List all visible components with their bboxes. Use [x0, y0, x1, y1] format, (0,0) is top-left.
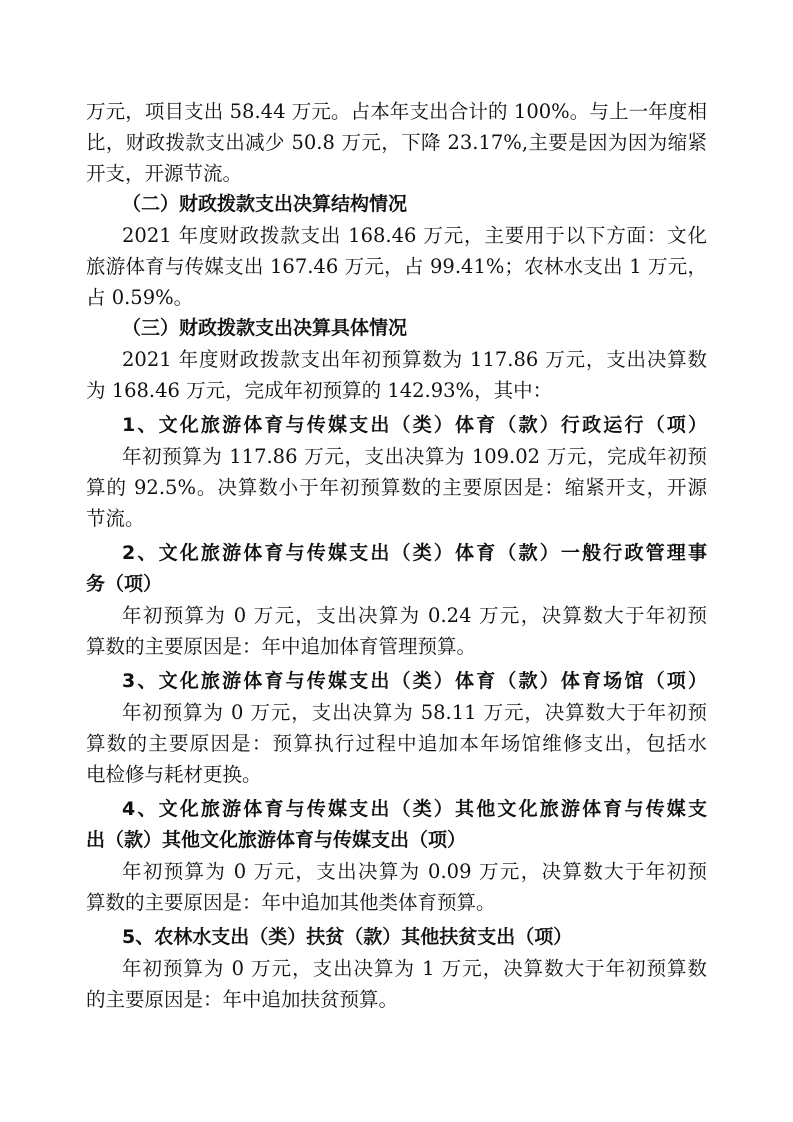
text-line: 比，财政拨款支出减少 50.8 万元，下降 23.17%,主要是因为因为缩紧 — [86, 131, 707, 154]
paragraph-expenditure-summary — [86, 96, 707, 189]
item-body-1 — [86, 441, 707, 534]
item-heading-2 — [86, 538, 707, 600]
item-body-2 — [86, 600, 707, 662]
text-line: 年初预算为 0 万元，支出决算为 0.24 万元，决算数大于年初预 — [122, 604, 707, 627]
text-line: 年初预算为 0 万元，支出决算为 58.11 万元，决算数大于年初预 — [122, 701, 707, 724]
item-body-4 — [86, 856, 707, 918]
item-heading-4 — [86, 794, 707, 856]
section-heading-structure: （二）财政拨款支出决算结构情况 — [122, 193, 408, 215]
text-line: 出（款）其他文化旅游体育与传媒支出（项） — [86, 829, 467, 851]
text-line: 万元，项目支出 58.44 万元。占本年支出合计的 100%。与上一年度相 — [86, 100, 707, 123]
item-heading-3: 3、文化旅游体育与传媒支出（类）体育（款）体育场馆（项） — [122, 670, 707, 692]
text-line: 占 0.59%。 — [86, 286, 194, 309]
text-line: 年初预算为 117.86 万元，支出决算为 109.02 万元，完成年初预 — [122, 445, 707, 468]
text-line: 的主要原因是：年中追加扶贫预算。 — [86, 988, 399, 1011]
text-line: 2、文化旅游体育与传媒支出（类）体育（款）一般行政管理事 — [122, 542, 707, 564]
text-line: 开支，开源节流。 — [86, 162, 243, 185]
item-body-5 — [86, 953, 707, 1015]
text-line: 算数的主要原因是：年中追加其他类体育预算。 — [86, 891, 496, 914]
text-line: 2021 年度财政拨款支出年初预算数为 117.86 万元，支出决算数 — [122, 348, 707, 371]
paragraph-structure — [86, 220, 707, 313]
item-heading-1: 1、文化旅游体育与传媒支出（类）体育（款）行政运行（项） — [122, 414, 707, 436]
paragraph-details — [86, 344, 707, 406]
text-line: 2021 年度财政拨款支出 168.46 万元，主要用于以下方面：文化 — [122, 224, 707, 247]
item-heading-5: 5、农林水支出（类）扶贫（款）其他扶贫支出（项） — [122, 926, 573, 948]
text-line: 节流。 — [86, 507, 145, 530]
item-body-3 — [86, 697, 707, 790]
text-line: 算数的主要原因是：年中追加体育管理预算。 — [86, 635, 477, 658]
text-line: 旅游体育与传媒支出 167.46 万元，占 99.41%；农林水支出 1 万元， — [86, 255, 707, 278]
section-heading-details: （三）财政拨款支出决算具体情况 — [122, 317, 408, 339]
text-line: 电检修与耗材更换。 — [86, 763, 262, 786]
text-line: 为 168.46 万元，完成年初预算的 142.93%，其中： — [86, 379, 553, 402]
text-line: 务（项） — [86, 573, 163, 595]
text-line: 年初预算为 0 万元，支出决算为 0.09 万元，决算数大于年初预 — [122, 860, 707, 883]
text-line: 算数的主要原因是：预算执行过程中追加本年场馆维修支出，包括水 — [86, 732, 707, 755]
text-line: 算的 92.5%。决算数小于年初预算数的主要原因是：缩紧开支，开源 — [86, 476, 707, 499]
text-line: 年初预算为 0 万元，支出决算为 1 万元，决算数大于年初预算数 — [122, 957, 707, 980]
text-line: 4、文化旅游体育与传媒支出（类）其他文化旅游体育与传媒支 — [122, 798, 707, 820]
